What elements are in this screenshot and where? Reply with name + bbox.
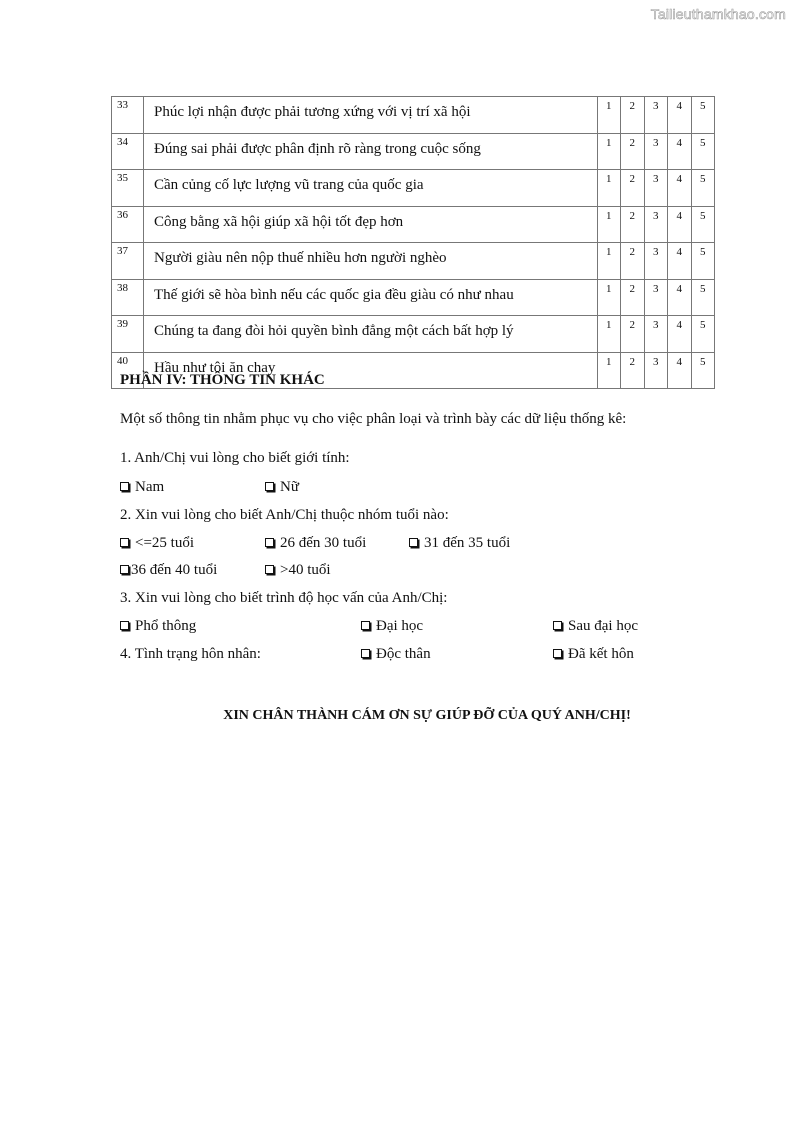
table-row [112,133,715,170]
checkbox-icon[interactable] [120,621,129,630]
table-row [112,316,715,353]
score-option-4[interactable]: 4 [668,316,692,353]
score-option-1[interactable]: 1 [597,170,621,207]
score-option-4[interactable]: 4 [668,97,692,134]
checkbox-icon[interactable] [120,538,129,547]
score-option-1[interactable]: 1 [597,352,621,389]
score-option-4[interactable]: 4 [668,170,692,207]
checkbox-icon[interactable] [553,649,562,658]
survey-table [111,96,715,389]
item-statement: Người giàu nên nộp thuế nhiều hơn người nghèo [144,243,598,280]
option-gender-female[interactable]: Nữ [265,479,299,496]
score-option-1[interactable]: 1 [597,316,621,353]
option-edu-1[interactable]: Phổ thông [120,618,196,635]
score-option-3[interactable]: 3 [644,243,668,280]
option-marital-1[interactable]: Độc thân [361,646,431,663]
section-intro: Một số thông tin nhằm phục vụ cho việc phân loại và trình bày các dữ liệu thống kê: [120,411,627,427]
score-option-3[interactable]: 3 [644,352,668,389]
score-option-5[interactable]: 5 [691,352,715,389]
checkbox-icon[interactable] [120,565,129,574]
checkbox-icon[interactable] [553,621,562,630]
option-age-3[interactable]: 31 đến 35 tuổi [409,535,510,552]
item-statement: Thế giới sẽ hòa bình nếu các quốc gia đều giàu có như nhau [144,279,598,316]
question-age: 2. Xin vui lòng cho biết Anh/Chị thuộc nhóm tuổi nào: [120,507,449,523]
score-option-4[interactable]: 4 [668,279,692,316]
option-edu-3[interactable]: Sau đại học [553,618,638,635]
score-option-1[interactable]: 1 [597,279,621,316]
option-edu-2[interactable]: Đại học [361,618,423,635]
score-option-2[interactable]: 2 [621,316,645,353]
checkbox-icon[interactable] [265,565,274,574]
option-gender-male[interactable]: Nam [120,479,164,496]
option-age-1[interactable]: <=25 tuổi [120,535,194,552]
item-statement: Hầu như tôi ăn chay [144,352,598,389]
score-option-5[interactable]: 5 [691,170,715,207]
item-number: 33 [112,97,144,134]
question-marital: 4. Tình trạng hôn nhân: [120,646,261,662]
score-option-3[interactable]: 3 [644,133,668,170]
item-number: 40 [112,352,144,389]
question-gender: 1. Anh/Chị vui lòng cho biết giới tính: [120,450,350,466]
score-option-1[interactable]: 1 [597,133,621,170]
score-option-2[interactable]: 2 [621,352,645,389]
section-title: PHẦN IV: THÔNG TIN KHÁC [120,372,325,388]
score-option-5[interactable]: 5 [691,133,715,170]
question-education: 3. Xin vui lòng cho biết trình độ học vấn của Anh/Chị: [120,590,448,606]
score-option-5[interactable]: 5 [691,206,715,243]
score-option-2[interactable]: 2 [621,243,645,280]
score-option-3[interactable]: 3 [644,170,668,207]
score-option-4[interactable]: 4 [668,133,692,170]
score-option-2[interactable]: 2 [621,279,645,316]
item-number: 38 [112,279,144,316]
item-number: 36 [112,206,144,243]
checkbox-icon[interactable] [361,649,370,658]
checkbox-icon[interactable] [361,621,370,630]
item-number: 35 [112,170,144,207]
item-statement: Đúng sai phải được phân định rõ ràng trong cuộc sống [144,133,598,170]
option-marital-2[interactable]: Đã kết hôn [553,646,634,663]
score-option-4[interactable]: 4 [668,206,692,243]
score-option-2[interactable]: 2 [621,206,645,243]
table-row [112,97,715,134]
score-option-1[interactable]: 1 [597,97,621,134]
item-number: 34 [112,133,144,170]
score-option-4[interactable]: 4 [668,243,692,280]
item-statement: Cần củng cố lực lượng vũ trang của quốc gia [144,170,598,207]
option-age-5[interactable]: >40 tuổi [265,562,331,579]
table-row [112,170,715,207]
table-row [112,243,715,280]
item-statement: Công bằng xã hội giúp xã hội tốt đẹp hơn [144,206,598,243]
table-row [112,279,715,316]
score-option-2[interactable]: 2 [621,97,645,134]
score-option-5[interactable]: 5 [691,243,715,280]
thank-you-note: XIN CHÂN THÀNH CÁM ƠN SỰ GIÚP ĐỠ CỦA QUÝ ANH/CHỊ! [223,708,631,723]
option-age-4[interactable]: 36 đến 40 tuổi [120,562,217,579]
score-option-5[interactable]: 5 [691,316,715,353]
score-option-3[interactable]: 3 [644,206,668,243]
score-option-2[interactable]: 2 [621,170,645,207]
score-option-3[interactable]: 3 [644,279,668,316]
watermark: Tailieuthamkhao.com [650,6,786,22]
score-option-1[interactable]: 1 [597,206,621,243]
score-option-2[interactable]: 2 [621,133,645,170]
item-number: 39 [112,316,144,353]
option-age-2[interactable]: 26 đến 30 tuổi [265,535,366,552]
score-option-5[interactable]: 5 [691,97,715,134]
item-statement: Phúc lợi nhận được phải tương xứng với vị trí xã hội [144,97,598,134]
item-number: 37 [112,243,144,280]
item-statement: Chúng ta đang đòi hỏi quyền bình đẳng một cách bất hợp lý [144,316,598,353]
score-option-5[interactable]: 5 [691,279,715,316]
score-option-1[interactable]: 1 [597,243,621,280]
checkbox-icon[interactable] [265,482,274,491]
checkbox-icon[interactable] [265,538,274,547]
score-option-3[interactable]: 3 [644,316,668,353]
checkbox-icon[interactable] [120,482,129,491]
score-option-4[interactable]: 4 [668,352,692,389]
score-option-3[interactable]: 3 [644,97,668,134]
checkbox-icon[interactable] [409,538,418,547]
table-row [112,206,715,243]
